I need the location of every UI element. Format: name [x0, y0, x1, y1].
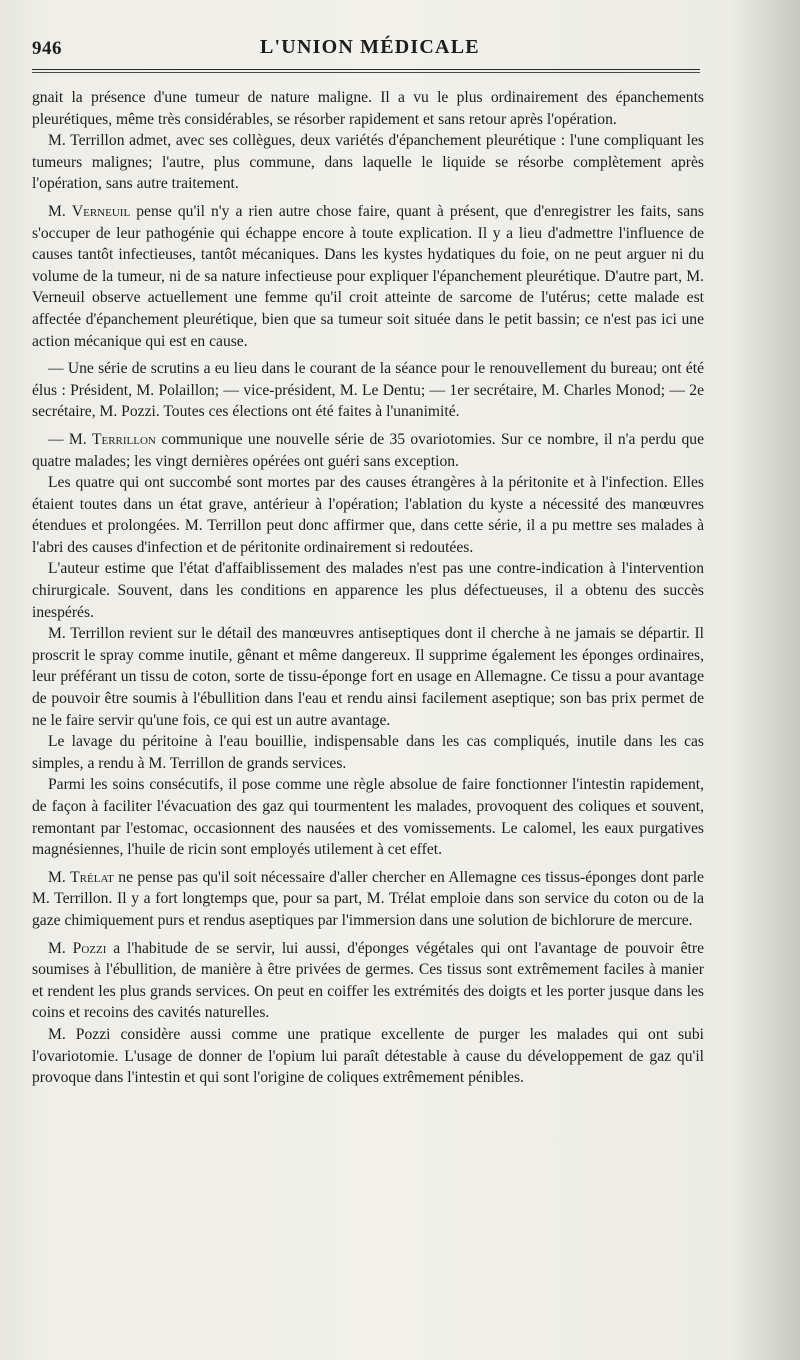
paragraph: gnait la présence d'une tumeur de nature maligne. Il a vu le plus ordinairement des épanchements pleurétiques, même très considérables, se résorber rapidement et sans retour après l'opération.	[32, 89, 704, 128]
paragraph: L'auteur estime que l'état d'affaiblissement des malades n'est pas une contre-indication à l'intervention chirurgicale. Souvent, dans les conditions en apparence les plus défectueuses, il a obtenu des succès inespérés.	[32, 560, 704, 621]
header-rule-thin	[32, 72, 700, 73]
paragraph: Parmi les soins consécutifs, il pose comme une règle absolue de faire fonctionner l'intestin rapidement, de façon à faciliter l'évacuation des gaz qui tourmentent les malades, provoquent des coliques et souvent, remontant par l'estomac, occasionnent des nausées et des vomissements. Le calomel, les eaux purgatives magnésiennes, l'huile de ricin sont employés utilement à cet effet.	[32, 776, 704, 859]
speaker-name: Trélat	[70, 868, 114, 886]
paragraph	[32, 429, 704, 472]
paragraph: M. Terrillon admet, avec ses collègues, deux variétés d'épanchement pleurétique : l'une compliquant les tumeurs malignes; l'autre, plus commune, dans laquelle le liquide se résorbe complètement après l'opération, sans autre traitement.	[32, 132, 704, 193]
paragraph: — Une série de scrutins a eu lieu dans le courant de la séance pour le renouvellement du bureau; ont été élus : Président, M. Polaillon; — vice-président, M. Le Dentu; — 1er secrétaire, M. Charles Monod; — 2e secrétaire, M. Pozzi. Toutes ces élections ont été faites à l'unanimité.	[32, 360, 704, 421]
paragraph	[32, 201, 704, 352]
running-title: L'UNION MÉDICALE	[260, 36, 480, 58]
paragraph: M. Terrillon revient sur le détail des manœuvres antiseptiques dont il cherche à ne jamais se départir. Il proscrit le spray comme inutile, gênant et même dangereux. Il supprime également les éponges ordinaires, leur préférant un tissu de coton, sorte de tissu-éponge fort en usage en Allemagne. Ce tissu a pour avantage de pouvoir être soumis à l'ébullition dans l'eau et rendu ainsi facilement aseptique; son bas prix permet de ne le faire servir qu'une fois, ce qui est un autre avantage.	[32, 625, 704, 729]
paragraph-text: pense qu'il n'y a rien autre chose faire, quant à présent, que d'enregistrer les faits, sans s'occuper de leur pathogénie qui échappe encore à toute explication. Il y a lieu d'admettre l'influence de causes tantôt infectieuses, tantôt mécaniques. Dans les kystes hydatiques du foie, on ne peut arguer ni du volume de la tumeur, ni de sa nature infectieuse pour expliquer l'épanchement pleurétique. D'autre part, M. Verneuil observe actuellement une femme qu'il croit atteinte de sarcome de l'utérus; cette malade est affectée d'épanchement pleurétique, bien que sa tumeur soit située dans le petit bassin; ce n'est pas ici une action mécanique qui est en cause.	[32, 202, 704, 350]
paragraph-lead: — M.	[48, 430, 92, 448]
speaker-name: Terrillon	[91, 430, 156, 448]
paragraph-text: ne pense pas qu'il soit nécessaire d'aller chercher en Allemagne ces tissus-éponges dont parle M. Terrillon. Il y a fort longtemps que, pour sa part, M. Trélat emploie dans son service du coton ou de la gaze chimiquement purs et rendus aseptiques par l'immersion dans une solution de bichlorure de mercure.	[32, 868, 704, 929]
paragraph-lead: M.	[48, 868, 71, 886]
page-number: 946	[32, 38, 62, 59]
paragraph	[32, 938, 704, 1024]
speaker-name: Verneuil	[71, 202, 131, 220]
paragraph-text: a l'habitude de se servir, lui aussi, d'éponges végétales qui ont l'avantage de pouvoir être soumises à l'ébullition, de manière à être privées de germes. Ces tissus sont extrêmement faciles à manier et rendent les plus grands services. On peut en coiffer les extrémités des doigts et les porter jusque dans les coins et recoins des cavités naturelles.	[32, 939, 704, 1022]
paragraph-text: communique une nouvelle série de 35 ovariotomies. Sur ce nombre, il n'a perdu que quatre malades; les vingt dernières opérées ont guéri sans exception.	[32, 430, 705, 470]
paragraph: M. Pozzi considère aussi comme une pratique excellente de purger les malades qui ont subi l'ovariotomie. L'usage de donner de l'opium lui paraît détestable à cause du développement de gaz qu'il provoque dans l'intestin et qui sont l'origine de coliques extrêmement pénibles.	[32, 1025, 704, 1087]
paragraph-lead: M.	[48, 202, 72, 220]
article-body	[32, 87, 704, 1089]
paragraph: Le lavage du péritoine à l'eau bouillie, indispensable dans les cas compliqués, inutile dans les cas simples, a rendu à M. Terrillon de grands services.	[32, 733, 704, 772]
paragraph: Les quatre qui ont succombé sont mortes par des causes étrangères à la péritonite et à l'infection. Elles étaient toutes dans un état grave, antérieur à l'opération; l'ablation du kyste a nécessité des manœuvres étendues et prolongées. M. Terrillon peut donc affirmer que, dans cette série, il a pu mettre ses malades à l'abri des causes d'infection et de péritonite ordinairement si redoutées.	[32, 474, 704, 556]
page-header	[32, 32, 698, 64]
speaker-name: Pozzi	[72, 939, 107, 957]
paragraph-lead: M.	[48, 939, 73, 957]
header-rule	[32, 69, 700, 70]
paragraph	[32, 867, 704, 932]
